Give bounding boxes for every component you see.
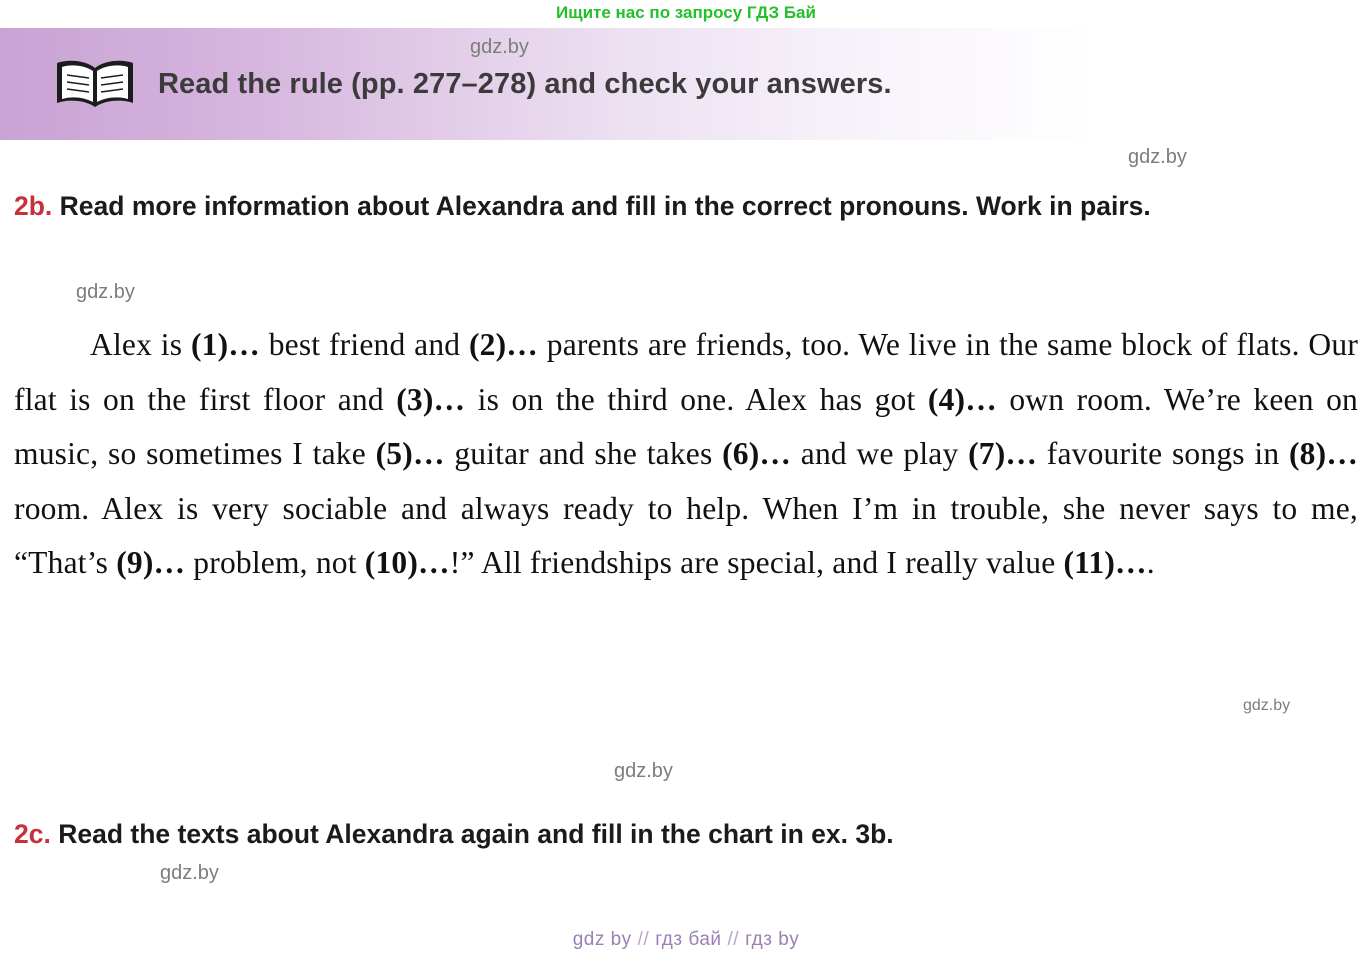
watermark-gdz-6: gdz.by	[160, 862, 219, 884]
passage-gap-11: (11)…	[1063, 545, 1147, 580]
footer-separator-1: //	[637, 929, 650, 950]
footer-watermark	[0, 929, 1372, 951]
passage-gap-3: (3)…	[396, 381, 466, 417]
open-book-icon	[52, 56, 138, 112]
passage-seg-text-6: guitar and she takes	[444, 436, 723, 471]
watermark-gdz-5: gdz.by	[614, 760, 673, 782]
passage-seg-text-8: favourite songs in	[1037, 436, 1289, 471]
passage-seg-text-12: .	[1146, 545, 1155, 580]
watermark-gdz-2: gdz.by	[1128, 146, 1187, 168]
passage-seg-text-4: is on the third one. Alex has got	[465, 381, 928, 417]
top-watermark-banner	[0, 0, 1372, 26]
watermark-gdz-4: gdz.by	[1243, 697, 1291, 714]
footer-item-1: gdz by	[572, 929, 632, 950]
passage-gap-10: (10)…	[364, 545, 450, 580]
passage-seg-text-3: parents are friends, too. We live in the same block of flats. Our flat is on the first floor and	[14, 327, 1359, 417]
passage-gap-9: (9)…	[116, 545, 186, 580]
passage-gap-1: (1)…	[190, 327, 260, 362]
task-2b-number: 2b.	[14, 191, 53, 221]
passage-seg-text-5: own room. We’re keen on music, so sometimes I take	[14, 381, 1358, 471]
footer-item-3: гдз by	[745, 929, 800, 950]
task-2b-heading	[14, 190, 1358, 222]
task-2c-heading	[14, 818, 1358, 850]
rule-instruction-text: Read the rule (pp. 277–278) and check your answers.	[158, 67, 892, 100]
passage-seg-text-2: best friend and	[259, 327, 469, 362]
passage-gap-6: (6)…	[722, 436, 792, 471]
passage-gap-8: (8)…	[1288, 436, 1359, 471]
task-2b-text: Read more information about Alexandra and fill in the correct pronouns. Work in pairs.	[59, 191, 1151, 221]
watermark-gdz-1: gdz.by	[470, 36, 529, 58]
reading-passage	[14, 318, 1358, 591]
passage-seg-text-1: Alex is	[90, 327, 191, 362]
footer-separator-2: //	[727, 929, 740, 950]
passage-gap-5: (5)…	[375, 436, 445, 471]
footer-item-2: гдз бай	[655, 929, 722, 950]
passage-seg-text-11: !” All friendships are special, and I really value	[449, 545, 1064, 580]
passage-gap-7: (7)…	[968, 436, 1038, 471]
passage-seg-text-10: problem, not	[185, 545, 365, 580]
passage-gap-2: (2)…	[468, 327, 538, 362]
watermark-gdz-3: gdz.by	[76, 281, 135, 303]
passage-gap-4: (4)…	[927, 381, 997, 417]
task-2c-number: 2c.	[14, 819, 51, 849]
passage-seg-text-7: and we play	[791, 436, 969, 471]
top-watermark-text: Ищите нас по запросу ГДЗ Бай	[556, 3, 816, 22]
passage-seg-text-9: room. Alex is very sociable and always ready to help. When I’m in trouble, she never says to me, “That’s	[14, 490, 1358, 580]
task-2c-text: Read the texts about Alexandra again and fill in the chart in ex. 3b.	[58, 819, 894, 849]
read-the-rule-banner	[0, 28, 1372, 140]
